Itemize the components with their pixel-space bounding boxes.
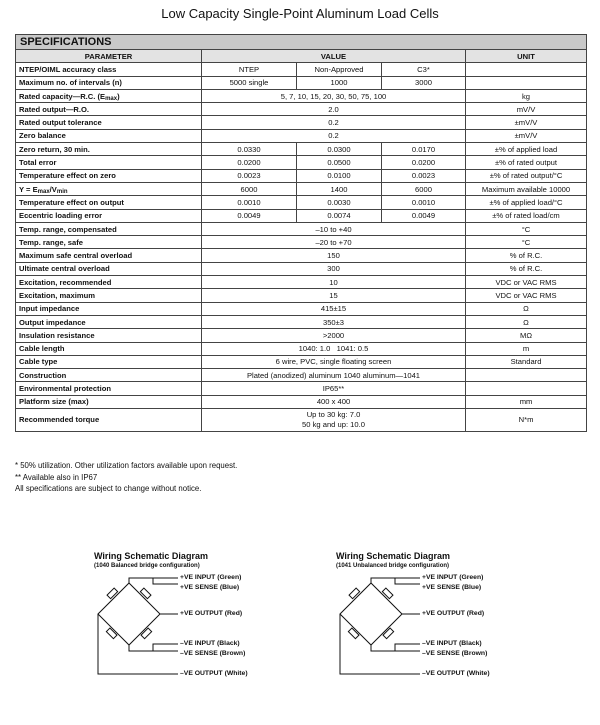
table-row: [16, 355, 587, 368]
value-cell: Non-Approved: [297, 63, 382, 76]
value-cell: 10: [202, 276, 466, 289]
table-title-row: [16, 35, 587, 50]
value-line: 50 kg and up: 10.0: [302, 420, 365, 430]
value-cell: 0.2: [202, 116, 466, 129]
param-cell: [16, 89, 202, 102]
unit-cell: ±mV/V: [466, 116, 587, 129]
unit-cell: ±% of rated output/°C: [466, 169, 587, 182]
unit-cell: ±mV/V: [466, 129, 587, 142]
table-row: [16, 342, 587, 355]
param-cell: Ultimate central overload: [16, 262, 202, 275]
value-cell: 0.0074: [297, 209, 382, 222]
unit-cell: Maximum available 10000: [466, 182, 587, 195]
value-cell: 150: [202, 249, 466, 262]
unit-cell: [466, 76, 587, 89]
unit-cell: % of R.C.: [466, 249, 587, 262]
unit-cell: ±% of rated load/cm: [466, 209, 587, 222]
value-cell: 300: [202, 262, 466, 275]
table-row: [16, 382, 587, 395]
param-cell: [16, 182, 202, 195]
value-cell: –10 to +40: [202, 222, 466, 235]
table-row: [16, 196, 587, 209]
param-cell: Environmental protection: [16, 382, 202, 395]
table-row: [16, 156, 587, 169]
unit-cell: N*m: [466, 409, 587, 432]
unit-cell: [466, 369, 587, 382]
param-cell: Excitation, recommended: [16, 276, 202, 289]
unit-cell: % of R.C.: [466, 262, 587, 275]
param-cell: Temp. range, compensated: [16, 222, 202, 235]
table-row: [16, 276, 587, 289]
value-cell: NTEP: [202, 63, 297, 76]
footnote: * 50% utilization. Other utilization factors available upon request.: [15, 461, 238, 470]
param-cell: Input impedance: [16, 302, 202, 315]
value-cell: 400 x 400: [202, 395, 466, 408]
value-cell: 5, 7, 10, 15, 20, 30, 50, 75, 100: [202, 89, 466, 102]
table-row: [16, 369, 587, 382]
schematic-title: Wiring Schematic Diagram: [94, 551, 208, 561]
param-cell: Output impedance: [16, 315, 202, 328]
table-row: [16, 395, 587, 408]
value-line: Up to 30 kg: 7.0: [306, 410, 361, 420]
unit-cell: VDC or VAC RMS: [466, 289, 587, 302]
value-cell: C3*: [382, 63, 466, 76]
schematic-subtitle: (1041 Unbalanced bridge configuration): [336, 563, 450, 569]
param-cell: Insulation resistance: [16, 329, 202, 342]
table-row: [16, 209, 587, 222]
wiring-schematic-1041: [330, 551, 530, 691]
value-cell: 0.0010: [382, 196, 466, 209]
table-row: [16, 89, 587, 102]
value-cell: 15: [202, 289, 466, 302]
param-cell: Zero return, 30 min.: [16, 143, 202, 156]
param-cell: Rated output tolerance: [16, 116, 202, 129]
wire-label: –VE INPUT (Black): [180, 640, 240, 647]
param-cell: Eccentric loading error: [16, 209, 202, 222]
header-parameter: PARAMETER: [16, 50, 202, 63]
table-row: [16, 182, 587, 195]
table-row: [16, 236, 587, 249]
table-row: [16, 103, 587, 116]
value-cell: 0.0170: [382, 143, 466, 156]
param-cell: Rated output—R.O.: [16, 103, 202, 116]
unit-cell: [466, 63, 587, 76]
param-cell: Excitation, maximum: [16, 289, 202, 302]
schematic-title: Wiring Schematic Diagram: [336, 551, 450, 561]
param-cell: Recommended torque: [16, 409, 202, 432]
value-cell: –20 to +70: [202, 236, 466, 249]
value-cell: 1040: 1.0 1041: 0.5: [202, 342, 466, 355]
schematic-subtitle: (1040 Balanced bridge configuration): [94, 563, 200, 569]
param-cell: Maximum no. of intervals (n): [16, 76, 202, 89]
param-text: max: [105, 95, 118, 102]
param-cell: Zero balance: [16, 129, 202, 142]
value-cell: 0.0500: [297, 156, 382, 169]
param-cell: Temperature effect on zero: [16, 169, 202, 182]
unit-cell: Ω: [466, 315, 587, 328]
param-cell: Total error: [16, 156, 202, 169]
param-cell: Maximum safe central overload: [16, 249, 202, 262]
unit-cell: ±% of rated output: [466, 156, 587, 169]
unit-cell: m: [466, 342, 587, 355]
value-cell: >2000: [202, 329, 466, 342]
value-cell: 1000: [297, 76, 382, 89]
footnote: All specifications are subject to change without notice.: [15, 484, 202, 494]
unit-cell: mV/V: [466, 103, 587, 116]
value-cell: 3000: [382, 76, 466, 89]
wire-label: –VE SENSE (Brown): [180, 650, 246, 657]
table-row: [16, 169, 587, 182]
wire-label: –VE OUTPUT (White): [422, 670, 490, 677]
value-cell: 0.0023: [382, 169, 466, 182]
param-cell: Temp. range, safe: [16, 236, 202, 249]
value-cell: 0.0100: [297, 169, 382, 182]
table-row: [16, 76, 587, 89]
table-row: [16, 262, 587, 275]
value-cell: 0.2: [202, 129, 466, 142]
value-cell: 0.0023: [202, 169, 297, 182]
wiring-schematic-1040: [88, 551, 288, 691]
unit-cell: Ω: [466, 302, 587, 315]
param-text: max: [37, 188, 50, 195]
param-cell: Platform size (max): [16, 395, 202, 408]
unit-cell: [466, 382, 587, 395]
unit-cell: VDC or VAC RMS: [466, 276, 587, 289]
table-row: [16, 289, 587, 302]
footnotes: [15, 460, 237, 495]
wire-label: +VE OUTPUT (Red): [422, 610, 485, 617]
table-header-row: [16, 50, 587, 63]
value-cell: 0.0200: [202, 156, 297, 169]
table-row: [16, 302, 587, 315]
specifications-table: [15, 34, 587, 432]
value-cell: 6000: [382, 182, 466, 195]
table-row: [16, 329, 587, 342]
value-cell: 0.0330: [202, 143, 297, 156]
table-row: [16, 116, 587, 129]
value-cell: 415±15: [202, 302, 466, 315]
value-cell: Plated (anodized) aluminum 1040 aluminum—1041: [202, 369, 466, 382]
table-row: [16, 249, 587, 262]
value-cell: 350±3: [202, 315, 466, 328]
wire-label: +VE INPUT (Green): [180, 574, 242, 581]
footnote: ** Available also in IP67: [15, 472, 98, 482]
value-cell: 0.0049: [202, 209, 297, 222]
wire-label: –VE SENSE (Brown): [422, 650, 488, 657]
unit-cell: °C: [466, 236, 587, 249]
param-cell: Cable type: [16, 355, 202, 368]
unit-cell: mm: [466, 395, 587, 408]
value-cell: 6 wire, PVC, single floating screen: [202, 355, 466, 368]
wire-label: –VE INPUT (Black): [422, 640, 482, 647]
value-cell: 2.0: [202, 103, 466, 116]
table-row: [16, 222, 587, 235]
table-row: [16, 315, 587, 328]
wire-label: +VE SENSE (Blue): [180, 584, 240, 591]
param-cell: Cable length: [16, 342, 202, 355]
value-cell: 0.0200: [382, 156, 466, 169]
value-cell: 0.0010: [202, 196, 297, 209]
unit-cell: ±% of applied load: [466, 143, 587, 156]
unit-cell: Standard: [466, 355, 587, 368]
table-row: [16, 129, 587, 142]
table-row: [16, 63, 587, 76]
unit-cell: °C: [466, 222, 587, 235]
value-cell: [202, 409, 466, 432]
table-row: [16, 409, 587, 432]
value-cell: 5000 single: [202, 76, 297, 89]
value-cell: 0.0049: [382, 209, 466, 222]
value-cell: 6000: [202, 182, 297, 195]
param-cell: NTEP/OIML accuracy class: [16, 63, 202, 76]
param-text: /V: [49, 184, 57, 194]
wire-label: +VE SENSE (Blue): [422, 584, 482, 591]
param-text: Rated capacity—R.C. (E: [19, 91, 106, 101]
wire-label: +VE OUTPUT (Red): [180, 610, 243, 617]
value-cell: IP65**: [202, 382, 466, 395]
param-cell: Construction: [16, 369, 202, 382]
value-cell: 0.0300: [297, 143, 382, 156]
wire-label: –VE OUTPUT (White): [180, 670, 248, 677]
param-text: ): [117, 91, 120, 101]
value-cell: 0.0030: [297, 196, 382, 209]
param-text: Y = E: [19, 184, 38, 194]
unit-cell: kg: [466, 89, 587, 102]
unit-cell: ±% of applied load/°C: [466, 196, 587, 209]
value-cell: 1400: [297, 182, 382, 195]
param-text: min: [56, 188, 68, 195]
param-cell: Temperature effect on output: [16, 196, 202, 209]
table-title: SPECIFICATIONS: [16, 35, 587, 50]
unit-cell: MΩ: [466, 329, 587, 342]
header-unit: UNIT: [466, 50, 587, 63]
page-title: Low Capacity Single-Point Aluminum Load Cells: [161, 6, 439, 21]
table-row: [16, 143, 587, 156]
wire-label: +VE INPUT (Green): [422, 574, 484, 581]
header-value: VALUE: [202, 50, 466, 63]
